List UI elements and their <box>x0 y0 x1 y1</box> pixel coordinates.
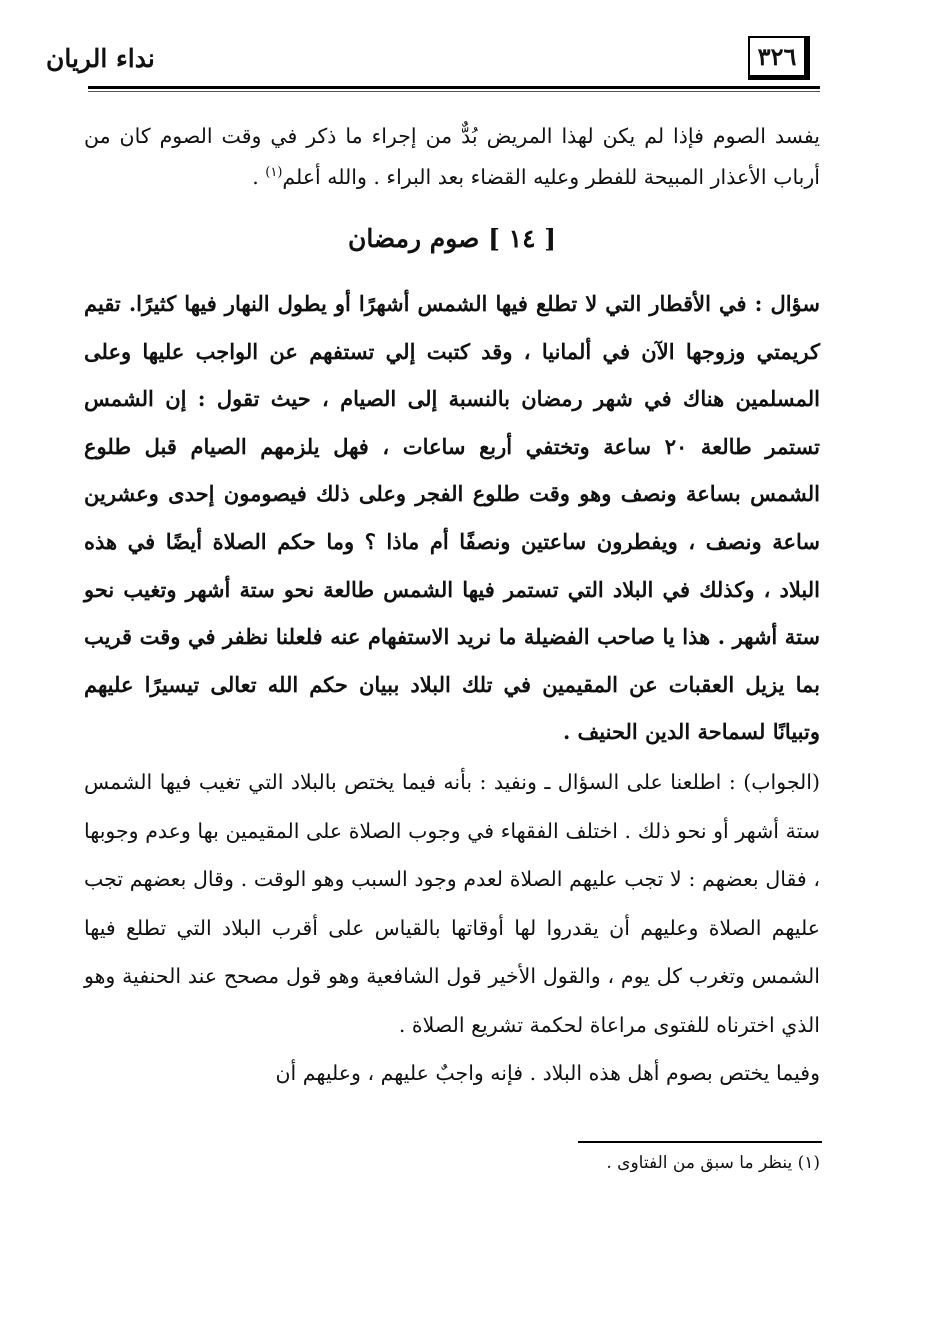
footnote-reference: (١) <box>265 165 283 181</box>
header-rule-thin <box>88 91 820 92</box>
answer-section <box>84 758 820 1098</box>
intro-end: . <box>252 165 266 189</box>
section-title: [ ١٤ ] صوم رمضان <box>347 224 557 253</box>
question-paragraph <box>84 280 820 756</box>
footnote: (١) ينظر ما سبق من الفتاوى . <box>606 1153 820 1173</box>
page-number-box <box>748 36 810 80</box>
page-number: ٣٢٦ <box>757 42 797 71</box>
intro-paragraph <box>84 116 820 198</box>
answer-paragraph-2: وفيما يختص بصوم أهل هذه البلاد . فإنه واجبٌ عليهم ، وعليهم أن <box>275 1061 820 1085</box>
running-title: نداء الريان <box>46 44 155 73</box>
intro-text: يفسد الصوم فإذا لم يكن لهذا المريض بُدٌّ من إجراء ما ذكر في وقت الصوم كان من أرباب الأعذار المبيحة للفطر وعليه القضاء بعد البراء . والله أعلم <box>84 124 820 189</box>
footnote-rule <box>578 1141 822 1143</box>
header-rule <box>88 86 820 89</box>
question-text: سؤال : في الأقطار التي لا تطلع فيها الشمس أشهرًا أو يطول النهار فيها كثيرًا. تقيم كريمتي وزوجها الآن في ألمانيا ، وقد كتبت إلي تستفهم عن الواجب عليها وعلى المسلمين هناك في شهر رمضان بالنسبة إلى الصيام ، حيث تقول : إن الشمس تستمر طالعة ٢٠ ساعة وتختفي أربع ساعات ، فهل يلزمهم الصيام قبل طلوع الشمس بساعة ونصف وهو وقت طلوع الفجر وعلى ذلك فيصومون إحدى وعشرين ساعة ونصف ، ويفطرون ساعتين ونصفًا أم ماذا ؟ وما حكم الصلاة أيضًا في هذه البلاد ، وكذلك في البلاد التي تستمر فيها الشمس طالعة نحو ستة أشهر وتغيب نحو ستة أشهر . هذا يا صاحب الفضيلة ما نريد الاستفهام عنه فلعلنا نظفر في وقت قريب بما يزيل العقبات عن المقيمين في تلك البلاد ببيان حكم الله تعالى تيسيرًا عليهم وتبيانًا لسماحة الدين الحنيف . <box>84 291 820 745</box>
answer-paragraph-1: (الجواب) : اطلعنا على السؤال ـ ونفيد : بأنه فيما يختص بالبلاد التي تغيب فيها الشمس ستة أشهر أو نحو ذلك . اختلف الفقهاء في وجوب الصلاة على المقيمين بها وعدم وجوبها ، فقال بعضهم : لا تجب عليهم الصلاة لعدم وجود السبب وهو الوقت . وقال بعضهم تجب عليهم الصلاة وعليهم أن يقدروا لها أوقاتها بالقياس على أقرب البلاد التي تطلع فيها الشمس وتغرب كل يوم ، والقول الأخير قول الشافعية وهو قول مصحح عند الحنفية وهو الذي اخترناه للفتوى مراعاة لحكمة تشريع الصلاة . <box>84 770 820 1037</box>
